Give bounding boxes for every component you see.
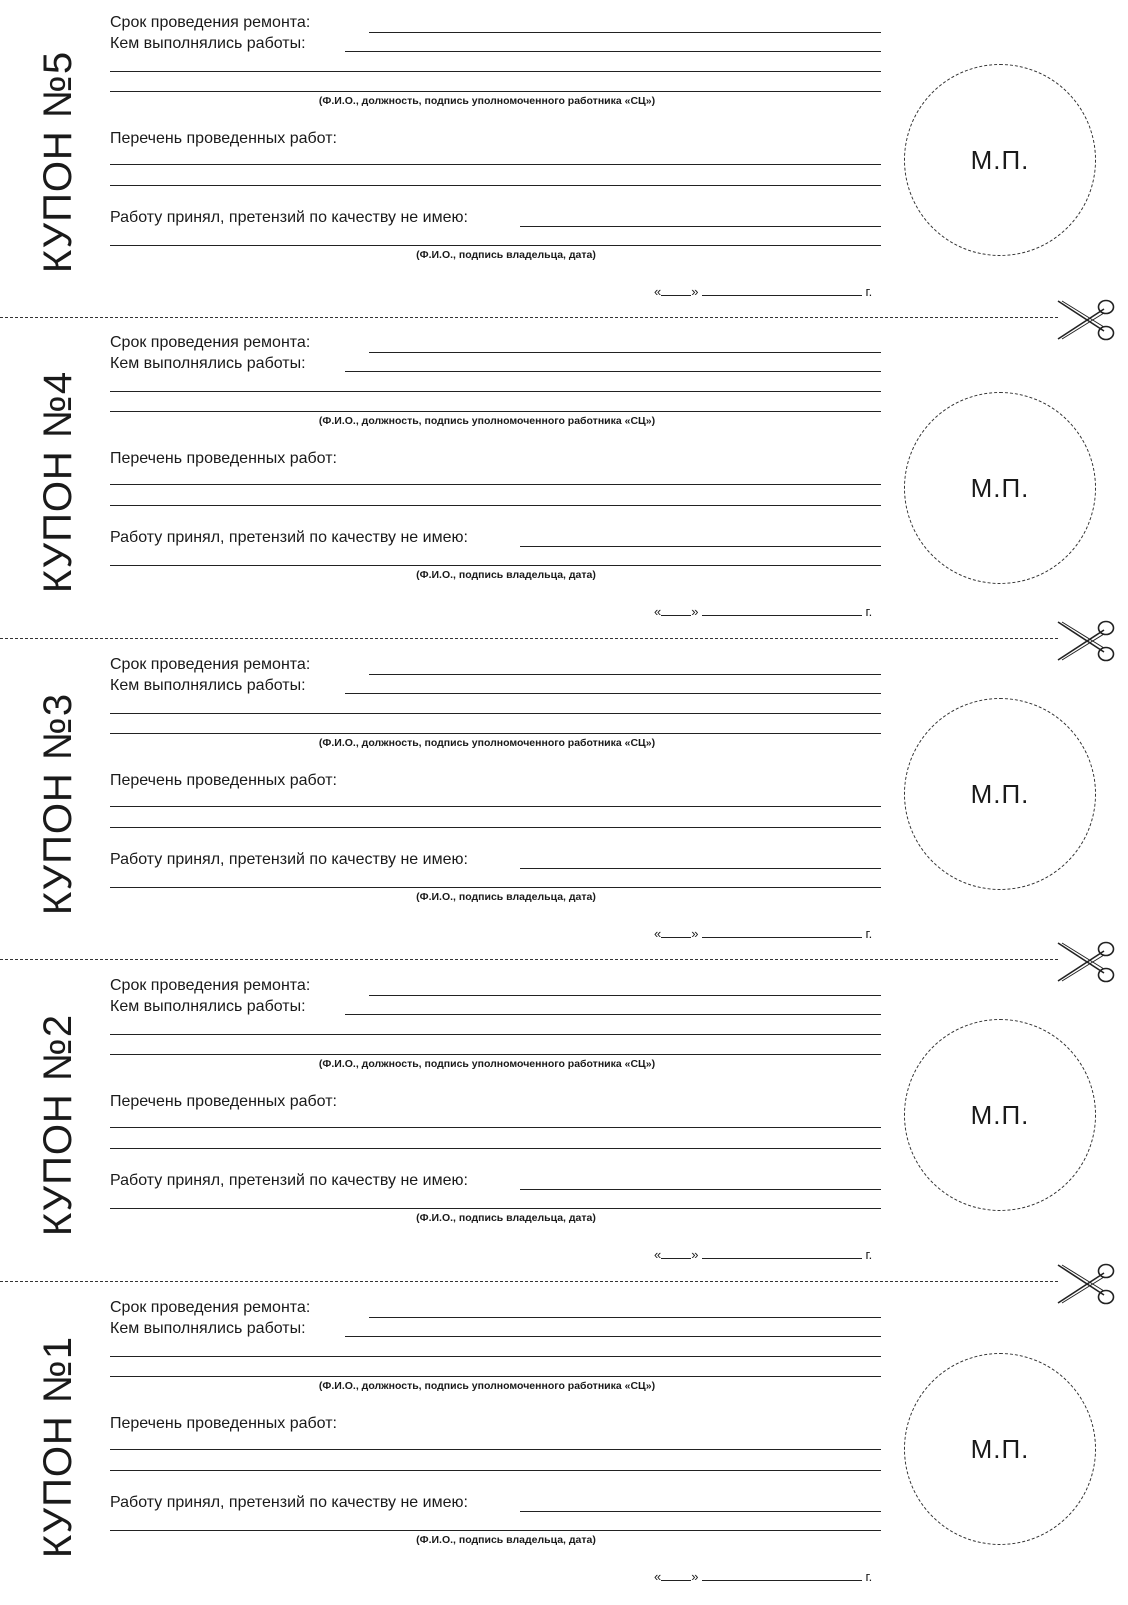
works-list-field[interactable]: [110, 806, 881, 807]
works-list-field[interactable]: [110, 164, 881, 165]
performer-caption: (Ф.И.О., должность, подпись уполномоченного работника «СЦ»): [318, 737, 656, 749]
works-list-label: Перечень проведенных работ:: [110, 130, 337, 147]
stamp-label: М.П.: [970, 1099, 1030, 1130]
date-field[interactable]: [654, 1570, 872, 1584]
performer-label: Кем выполнялись работы:: [110, 1320, 306, 1337]
date-close-quote: »: [691, 926, 699, 941]
repair-term-field[interactable]: [369, 1317, 881, 1318]
date-open-quote: «: [654, 604, 662, 619]
accepted-label: Работу принял, претензий по качеству не имею:: [110, 209, 468, 226]
date-field[interactable]: [654, 927, 872, 941]
works-list-field[interactable]: [110, 1449, 881, 1450]
performer-field[interactable]: [345, 51, 881, 52]
repair-term-field[interactable]: [369, 995, 881, 996]
works-list-field-line-2[interactable]: [110, 185, 881, 186]
performer-field-line-3[interactable]: [110, 91, 881, 92]
coupon-2: [0, 963, 1128, 1283]
date-field[interactable]: [654, 1248, 872, 1262]
repair-term-label: Срок проведения ремонта:: [110, 334, 311, 351]
performer-caption: (Ф.И.О., должность, подпись уполномоченного работника «СЦ»): [318, 1058, 656, 1070]
repair-term-field[interactable]: [369, 352, 881, 353]
repair-term-label: Срок проведения ремонта:: [110, 977, 311, 994]
cut-line: [0, 959, 1058, 960]
works-list-label: Перечень проведенных работ:: [110, 772, 337, 789]
repair-term-label: Срок проведения ремонта:: [110, 1299, 311, 1316]
works-list-field-line-2[interactable]: [110, 827, 881, 828]
works-list-field[interactable]: [110, 484, 881, 485]
works-list-label: Перечень проведенных работ:: [110, 1093, 337, 1110]
coupon-4: [0, 320, 1128, 640]
performer-caption: (Ф.И.О., должность, подпись уполномоченного работника «СЦ»): [318, 95, 656, 107]
owner-signature-field[interactable]: [110, 565, 881, 566]
stamp-circle: [904, 392, 1096, 584]
coupon-title: КУПОН №3: [36, 692, 80, 916]
performer-caption: (Ф.И.О., должность, подпись уполномоченного работника «СЦ»): [318, 1380, 656, 1392]
date-close-quote: »: [691, 1569, 699, 1584]
owner-caption: (Ф.И.О., подпись владельца, дата): [416, 569, 596, 581]
coupon-title: КУПОН №4: [36, 370, 80, 594]
owner-signature-field[interactable]: [110, 887, 881, 888]
performer-field-line-2[interactable]: [110, 1034, 881, 1035]
accepted-field[interactable]: [520, 1511, 881, 1512]
stamp-circle: [904, 1019, 1096, 1211]
cut-line: [0, 638, 1058, 639]
year-suffix: г.: [865, 1247, 873, 1262]
performer-field-line-2[interactable]: [110, 391, 881, 392]
performer-label: Кем выполнялись работы:: [110, 35, 306, 52]
performer-label: Кем выполнялись работы:: [110, 998, 306, 1015]
accepted-field[interactable]: [520, 868, 881, 869]
owner-caption: (Ф.И.О., подпись владельца, дата): [416, 249, 596, 261]
stamp-circle: [904, 698, 1096, 890]
coupon-title: КУПОН №5: [36, 50, 80, 274]
performer-field-line-3[interactable]: [110, 1376, 881, 1377]
year-suffix: г.: [865, 284, 873, 299]
works-list-field-line-2[interactable]: [110, 505, 881, 506]
date-open-quote: «: [654, 1247, 662, 1262]
works-list-field-line-2[interactable]: [110, 1470, 881, 1471]
performer-label: Кем выполнялись работы:: [110, 677, 306, 694]
date-open-quote: «: [654, 284, 662, 299]
owner-caption: (Ф.И.О., подпись владельца, дата): [416, 1534, 596, 1546]
owner-signature-field[interactable]: [110, 1208, 881, 1209]
date-close-quote: »: [691, 1247, 699, 1262]
performer-field[interactable]: [345, 693, 881, 694]
date-field[interactable]: [654, 285, 872, 299]
works-list-label: Перечень проведенных работ:: [110, 450, 337, 467]
date-open-quote: «: [654, 1569, 662, 1584]
stamp-label: М.П.: [970, 778, 1030, 809]
repair-term-label: Срок проведения ремонта:: [110, 14, 311, 31]
accepted-label: Работу принял, претензий по качеству не имею:: [110, 851, 468, 868]
works-list-field-line-2[interactable]: [110, 1148, 881, 1149]
date-close-quote: »: [691, 604, 699, 619]
repair-term-field[interactable]: [369, 674, 881, 675]
accepted-label: Работу принял, претензий по качеству не имею:: [110, 1494, 468, 1511]
repair-term-label: Срок проведения ремонта:: [110, 656, 311, 673]
accepted-field[interactable]: [520, 546, 881, 547]
performer-field-line-3[interactable]: [110, 1054, 881, 1055]
performer-field[interactable]: [345, 1336, 881, 1337]
performer-field[interactable]: [345, 371, 881, 372]
stamp-circle: [904, 64, 1096, 256]
performer-caption: (Ф.И.О., должность, подпись уполномоченного работника «СЦ»): [318, 415, 656, 427]
stamp-label: М.П.: [970, 1433, 1030, 1464]
coupon-5: [0, 0, 1128, 320]
performer-field-line-2[interactable]: [110, 713, 881, 714]
performer-field-line-2[interactable]: [110, 71, 881, 72]
year-suffix: г.: [865, 604, 873, 619]
works-list-field[interactable]: [110, 1127, 881, 1128]
owner-caption: (Ф.И.О., подпись владельца, дата): [416, 1212, 596, 1224]
date-close-quote: »: [691, 284, 699, 299]
date-field[interactable]: [654, 605, 872, 619]
coupon-title: КУПОН №1: [36, 1335, 80, 1559]
owner-signature-field[interactable]: [110, 1530, 881, 1531]
stamp-label: М.П.: [970, 472, 1030, 503]
year-suffix: г.: [865, 1569, 873, 1584]
date-open-quote: «: [654, 926, 662, 941]
repair-term-field[interactable]: [369, 32, 881, 33]
performer-field[interactable]: [345, 1014, 881, 1015]
owner-caption: (Ф.И.О., подпись владельца, дата): [416, 891, 596, 903]
stamp-label: М.П.: [970, 144, 1030, 175]
accepted-label: Работу принял, претензий по качеству не имею:: [110, 1172, 468, 1189]
performer-field-line-2[interactable]: [110, 1356, 881, 1357]
works-list-label: Перечень проведенных работ:: [110, 1415, 337, 1432]
coupon-3: [0, 642, 1128, 962]
accepted-field[interactable]: [520, 1189, 881, 1190]
accepted-field[interactable]: [520, 226, 881, 227]
cut-line: [0, 1281, 1058, 1282]
performer-field-line-3[interactable]: [110, 733, 881, 734]
performer-label: Кем выполнялись работы:: [110, 355, 306, 372]
coupon-1: [0, 1285, 1128, 1605]
cut-line: [0, 317, 1058, 318]
performer-field-line-3[interactable]: [110, 411, 881, 412]
stamp-circle: [904, 1353, 1096, 1545]
owner-signature-field[interactable]: [110, 245, 881, 246]
coupon-title: КУПОН №2: [36, 1013, 80, 1237]
accepted-label: Работу принял, претензий по качеству не имею:: [110, 529, 468, 546]
year-suffix: г.: [865, 926, 873, 941]
